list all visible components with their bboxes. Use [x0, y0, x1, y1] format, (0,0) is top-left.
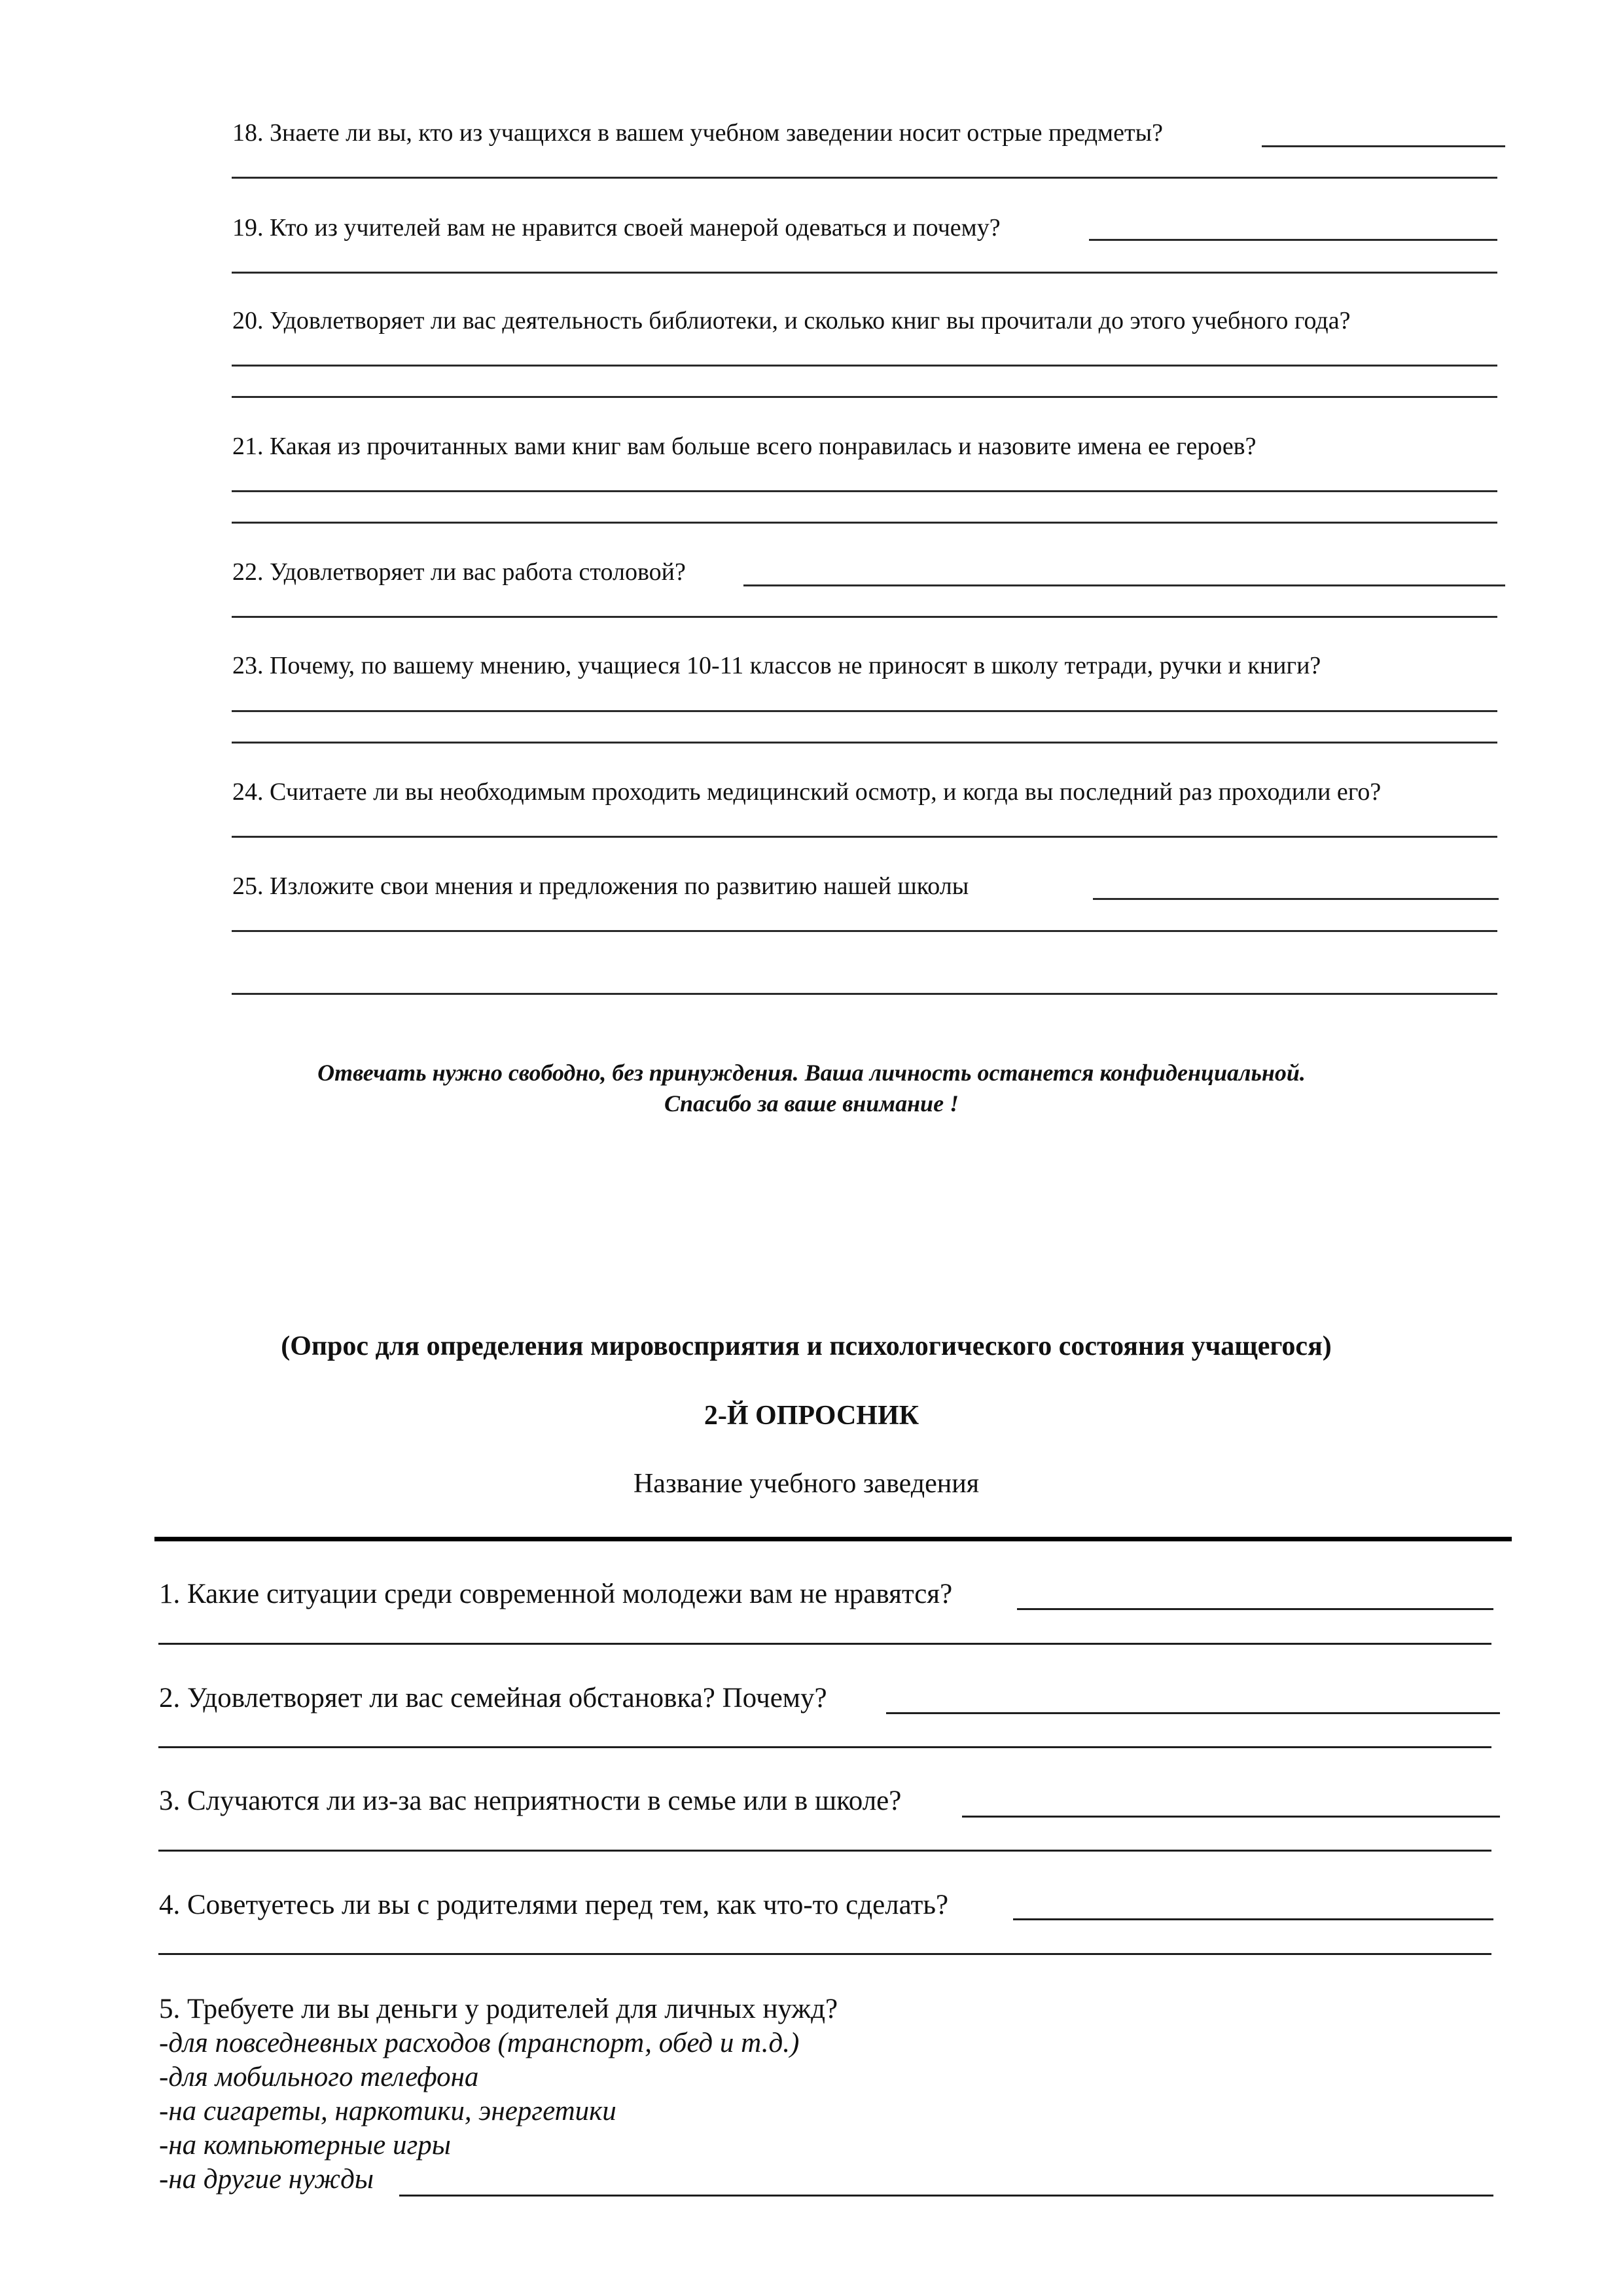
- answer-line-19-inline[interactable]: [1089, 239, 1497, 241]
- answer-line-5-other[interactable]: [399, 2195, 1493, 2197]
- answer-line-20a[interactable]: [232, 365, 1497, 367]
- question-21: 21. Какая из прочитанных вами книг вам больше всего понравилась и назовите имена ее героев?: [232, 433, 1257, 460]
- answer-line-24[interactable]: [232, 836, 1497, 838]
- question-24: 24. Считаете ли вы необходимым проходить медицинский осмотр, и когда вы последний раз проходили его?: [232, 778, 1382, 806]
- question-20: 20. Удовлетворяет ли вас деятельность библиотеки, и сколько книг вы прочитали до этого учебного года?: [232, 307, 1351, 334]
- answer-line-2-inline[interactable]: [886, 1712, 1500, 1714]
- q5-option-other-needs: -на другие нужды: [159, 2164, 374, 2195]
- answer-line-22[interactable]: [232, 616, 1497, 618]
- q5-option-mobile-phone: -для мобильного телефона: [159, 2062, 479, 2092]
- answer-line-20b[interactable]: [232, 396, 1497, 398]
- question-4: 4. Советуетесь ли вы с родителями перед тем, как что-то сделать?: [159, 1890, 949, 1920]
- answer-line-25b[interactable]: [232, 993, 1497, 995]
- answer-line-3[interactable]: [158, 1850, 1491, 1852]
- survey-2-subtitle: (Опрос для определения мировосприятия и психологического состояния учащегося): [281, 1331, 1332, 1361]
- q5-option-computer-games: -на компьютерные игры: [159, 2130, 451, 2161]
- question-19: 19. Кто из учителей вам не нравится своей манерой одеваться и почему?: [232, 214, 1001, 242]
- q5-option-cigarettes: -на сигареты, наркотики, энергетики: [159, 2096, 616, 2126]
- answer-line-3-inline[interactable]: [962, 1816, 1500, 1818]
- answer-line-23b[interactable]: [232, 742, 1497, 744]
- answer-line-4-inline[interactable]: [1013, 1918, 1493, 1920]
- question-3: 3. Случаются ли из-за вас неприятности в семье или в школе?: [159, 1785, 902, 1816]
- answer-line-1-inline[interactable]: [1017, 1608, 1493, 1610]
- question-2: 2. Удовлетворяет ли вас семейная обстановка? Почему?: [159, 1683, 827, 1713]
- institution-name-field[interactable]: [154, 1537, 1512, 1541]
- answer-line-23a[interactable]: [232, 710, 1497, 712]
- question-25: 25. Изложите свои мнения и предложения по развитию нашей школы: [232, 872, 969, 900]
- question-23: 23. Почему, по вашему мнению, учащиеся 10-11 классов не приносят в школу тетради, ручки и книги?: [232, 652, 1321, 679]
- answer-line-25a[interactable]: [232, 930, 1497, 932]
- answer-line-18-inline[interactable]: [1262, 145, 1505, 147]
- question-5: 5. Требуете ли вы деньги у родителей для личных нужд?: [159, 1994, 838, 2024]
- answer-line-19[interactable]: [232, 272, 1497, 274]
- thank-you-note: Спасибо за ваше внимание !: [664, 1090, 959, 1117]
- answer-line-21a[interactable]: [232, 490, 1497, 492]
- question-1: 1. Какие ситуации среди современной молодежи вам не нравятся?: [159, 1579, 953, 1609]
- answer-line-18[interactable]: [232, 177, 1497, 179]
- question-22: 22. Удовлетворяет ли вас работа столовой?: [232, 558, 686, 586]
- q5-option-daily-expenses: -для повседневных расходов (транспорт, обед и т.д.): [159, 2028, 800, 2058]
- question-18: 18. Знаете ли вы, кто из учащихся в вашем учебном заведении носит острые предметы?: [232, 119, 1163, 147]
- answer-line-21b[interactable]: [232, 522, 1497, 524]
- answer-line-2[interactable]: [158, 1746, 1491, 1748]
- confidentiality-note: Отвечать нужно свободно, без принуждения. Ваша личность останется конфиденциальной.: [317, 1060, 1306, 1086]
- answer-line-22-inline[interactable]: [743, 584, 1505, 586]
- institution-name-label: Название учебного заведения: [633, 1469, 980, 1499]
- answer-line-25-inline[interactable]: [1093, 898, 1499, 900]
- survey-2-title: 2-Й ОПРОСНИК: [704, 1401, 919, 1431]
- answer-line-1[interactable]: [158, 1643, 1491, 1645]
- answer-line-4[interactable]: [158, 1953, 1491, 1955]
